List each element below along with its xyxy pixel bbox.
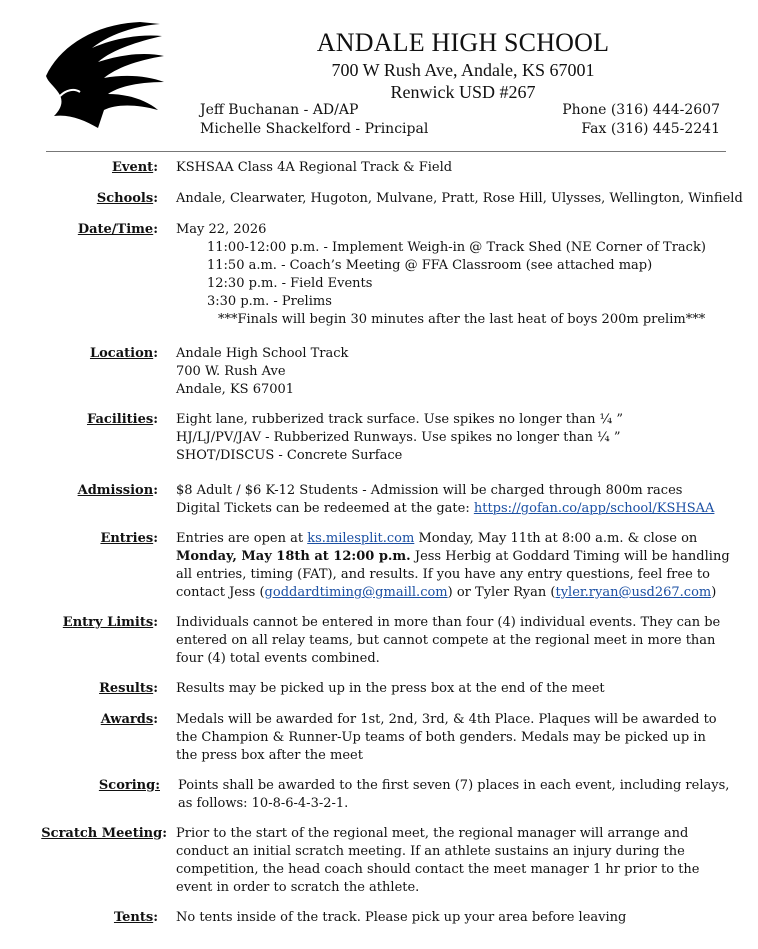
header-divider [46, 151, 726, 152]
label-scratch-meeting: Scratch Meeting: [41, 826, 167, 841]
label-awards: Awards: [100, 712, 158, 727]
label-entry-limits: Entry Limits: [62, 615, 158, 630]
results-value: Results may be picked up in the press box at the end of the meet [176, 681, 605, 696]
entries-block [176, 530, 730, 602]
label-location: Location: [89, 346, 158, 361]
label-tents: Tents: [113, 910, 158, 925]
location-line: Andale, KS 67001 [176, 382, 295, 397]
phone: Phone (316) 444-2607 [562, 102, 720, 118]
milesplit-link[interactable]: ks.milesplit.com [307, 531, 415, 546]
athletic-director: Jeff Buchanan - AD/AP [200, 102, 359, 118]
entry-limits-line: Individuals cannot be entered in more than four (4) individual events. They can be [176, 615, 721, 630]
location-block [176, 345, 348, 399]
scratch-block [176, 825, 699, 897]
school-address: 700 W Rush Ave, Andale, KS 67001 [331, 60, 595, 80]
schedule-line: 11:50 a.m. - Coach’s Meeting @ FFA Classroom (see attached map) [207, 258, 653, 273]
location-line: Andale High School Track [176, 346, 349, 361]
schedule-line: 12:30 p.m. - Field Events [207, 276, 373, 291]
scratch-line: competition, the head coach should contact the meet manager 1 hr prior to the [176, 862, 700, 877]
label-datetime: Date/Time: [77, 222, 158, 237]
schedule-line: 3:30 p.m. - Prelims [207, 294, 332, 309]
facilities-line: HJ/LJ/PV/JAV - Rubberized Runways. Use spikes no longer than ¼ ” [176, 430, 621, 445]
tyler-email-link[interactable]: tyler.ryan@usd267.com [555, 585, 712, 600]
scratch-line: Prior to the start of the regional meet, the regional manager will arrange and [176, 826, 689, 841]
awards-line: the press box after the meet [176, 748, 363, 763]
entry-limits-line: four (4) total events combined. [176, 651, 380, 666]
facilities-line: Eight lane, rubberized track surface. Use spikes no longer than ¼ ” [176, 412, 624, 427]
date-line: May 22, 2026 [176, 222, 267, 237]
entries-line: Entries are open at ks.milesplit.com Monday, May 11th at 8:00 a.m. & close on [176, 531, 698, 546]
admission-line: Digital Tickets can be redeemed at the gate: https://gofan.co/app/school/KSHSAA [176, 501, 715, 516]
entry-limits-block [176, 614, 720, 668]
admission-line: $8 Adult / $6 K-12 Students - Admission will be charged through 800m races [176, 483, 683, 498]
goddard-email-link[interactable]: goddardtiming@gmaill.com [264, 585, 448, 600]
scoring-line: Points shall be awarded to the first seven (7) places in each event, including relays, [178, 778, 730, 793]
scratch-line: conduct an initial scratch meeting. If an athlete sustains an injury during the [176, 844, 685, 859]
entries-line: contact Jess (goddardtiming@gmaill.com) or Tyler Ryan (tyler.ryan@usd267.com) [176, 585, 717, 600]
school-logo-icon [40, 16, 166, 130]
scoring-block [178, 777, 729, 813]
label-event: Event: [111, 160, 158, 175]
event-value: KSHSAA Class 4A Regional Track & Field [176, 160, 453, 175]
awards-block [176, 711, 717, 765]
label-admission: Admission: [77, 483, 158, 498]
gofan-link[interactable]: https://gofan.co/app/school/KSHSAA [473, 501, 715, 516]
label-results: Results: [99, 681, 158, 696]
entries-line: Monday, May 18th at 12:00 p.m. Jess Herbig at Goddard Timing will be handling [176, 549, 730, 564]
awards-line: the Champion & Runner-Up teams of both genders. Medals may be picked up in [176, 730, 706, 745]
fax: Fax (316) 445-2241 [581, 121, 720, 137]
label-facilities: Facilities: [86, 412, 158, 427]
label-schools: Schools: [96, 191, 158, 206]
school-name: ANDALE HIGH SCHOOL [316, 28, 610, 57]
school-district: Renwick USD #267 [390, 82, 536, 102]
scoring-line: as follows: 10-8-6-4-3-2-1. [178, 796, 349, 811]
facilities-line: SHOT/DISCUS - Concrete Surface [176, 448, 403, 463]
scratch-line: event in order to scratch the athlete. [176, 880, 420, 895]
facilities-block [176, 411, 623, 465]
entries-line: all entries, timing (FAT), and results. If you have any entry questions, feel free to [176, 567, 710, 582]
label-scoring: Scoring: [98, 778, 160, 793]
awards-line: Medals will be awarded for 1st, 2nd, 3rd, & 4th Place. Plaques will be awarded to [176, 712, 717, 727]
admission-block [176, 482, 714, 518]
principal: Michelle Shackelford - Principal [200, 121, 429, 137]
finals-note: ***Finals will begin 30 minutes after the last heat of boys 200m prelim*** [218, 312, 706, 327]
datetime-block [176, 221, 706, 329]
location-line: 700 W. Rush Ave [176, 364, 286, 379]
schedule-line: 11:00-12:00 p.m. - Implement Weigh-in @ Track Shed (NE Corner of Track) [207, 240, 706, 255]
label-entries: Entries: [100, 531, 158, 546]
schools-value: Andale, Clearwater, Hugoton, Mulvane, Pratt, Rose Hill, Ulysses, Wellington, Winfield [176, 191, 743, 206]
entry-limits-line: entered on all relay teams, but cannot compete at the regional meet in more than [176, 633, 716, 648]
tents-value: No tents inside of the track. Please pick up your area before leaving [176, 910, 627, 925]
